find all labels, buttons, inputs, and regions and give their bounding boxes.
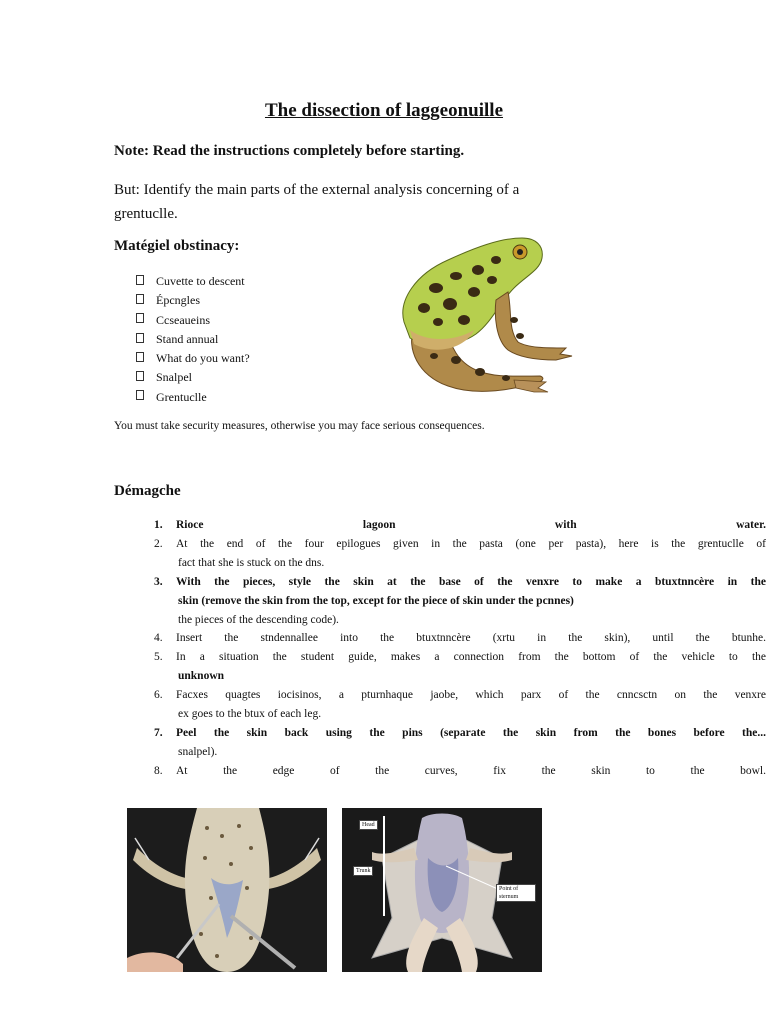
step-text: Rioce lagoon with water. xyxy=(176,519,766,531)
procedure-step-continuation: unknown xyxy=(178,670,225,683)
step-number: 3. xyxy=(154,575,163,588)
materials-heading: Matégiel obstinacy: xyxy=(114,238,240,254)
step-number: 2. xyxy=(154,537,163,550)
step-number: 8. xyxy=(154,764,163,777)
label-sternum xyxy=(496,884,536,902)
label-head: Head xyxy=(359,820,378,830)
material-item-label: Grentuclle xyxy=(156,389,207,404)
procedure-step xyxy=(154,648,766,667)
procedure-step xyxy=(154,629,766,648)
checkbox-bullet-icon xyxy=(136,275,144,285)
label-sternum-line1: Point of xyxy=(499,886,519,892)
procedure-step-continuation: skin (remove the skin from the top, except for the piece of skin under the pcnnes) xyxy=(178,594,574,607)
procedure-step xyxy=(154,686,766,705)
procedure-step-continuation: ex goes to the btux of each leg. xyxy=(178,708,322,721)
step-number: 6. xyxy=(154,689,163,702)
instructions-note: Note: Read the instructions completely before starting. xyxy=(114,143,465,159)
dissection-photo-labeled xyxy=(342,808,542,972)
checkbox-bullet-icon xyxy=(136,371,144,381)
step-text: Facxes quagtes iocisinos, a pturnhaque jaobe, which parx of the cnncsctn on the venxre xyxy=(176,689,766,702)
step-text: At the end of the four epilogues given in the pasta (one per pasta), here is the grentuclle of xyxy=(176,537,766,550)
page-title: The dissection of laggeonuille xyxy=(264,100,504,121)
checkbox-bullet-icon xyxy=(136,352,144,362)
goal-text: But: Identify the main parts of the external analysis concerning of a grentuclle. xyxy=(114,182,520,222)
procedure-steps xyxy=(154,516,766,781)
step-text: At the edge of the curves, fix the skin to the bowl. xyxy=(176,764,766,777)
material-item-label: Snalpel xyxy=(156,370,192,385)
procedure-step xyxy=(154,516,766,535)
step-number: 4. xyxy=(154,632,163,645)
step-text: Insert the stndennallee into the btuxtnncère (xrtu in the skin), until the btunhe. xyxy=(176,632,766,645)
label-trunk: Trunk xyxy=(353,866,373,876)
checkbox-bullet-icon xyxy=(136,390,144,400)
material-item xyxy=(136,349,250,368)
material-item xyxy=(136,291,250,310)
material-item-label: What do you want? xyxy=(156,351,250,366)
procedure-step xyxy=(154,724,766,743)
material-item xyxy=(136,272,250,291)
material-item xyxy=(136,330,250,349)
material-item-label: Épcngles xyxy=(156,293,200,308)
step-number: 5. xyxy=(154,651,163,664)
checkbox-bullet-icon xyxy=(136,333,144,343)
dissection-photo-cutting xyxy=(127,808,327,972)
procedure-step xyxy=(154,535,766,554)
checkbox-bullet-icon xyxy=(136,313,144,323)
procedure-step-continuation: snalpel). xyxy=(178,745,218,758)
procedure-step xyxy=(154,762,766,781)
procedure-step-continuation: fact that she is stuck on the dns. xyxy=(178,556,325,569)
step-number: 7. xyxy=(154,726,163,739)
step-number: 1. xyxy=(154,519,163,531)
procedure-heading: Démagche xyxy=(114,483,181,499)
material-item-label: Ccseaueins xyxy=(156,312,210,327)
material-item xyxy=(136,388,250,407)
safety-warning: You must take security measures, otherwise you may face serious consequences. xyxy=(114,420,485,432)
step-text: Peel the skin back using the pins (separate the skin from the bones before the... xyxy=(176,726,766,739)
material-item xyxy=(136,368,250,387)
frog-illustration xyxy=(396,230,576,402)
step-text: With the pieces, style the skin at the base of the venxre to make a btuxtnncère in the xyxy=(176,575,766,588)
material-item xyxy=(136,311,250,330)
material-item-label: Stand annual xyxy=(156,331,219,346)
procedure-step-continuation: the pieces of the descending code). xyxy=(178,613,339,626)
procedure-step xyxy=(154,573,766,592)
label-sternum-line2: sternum xyxy=(499,894,519,900)
materials-list xyxy=(136,272,250,407)
step-text: In a situation the student guide, makes a connection from the bottom of the vehicle to the xyxy=(176,651,766,664)
checkbox-bullet-icon xyxy=(136,294,144,304)
material-item-label: Cuvette to descent xyxy=(156,274,245,288)
